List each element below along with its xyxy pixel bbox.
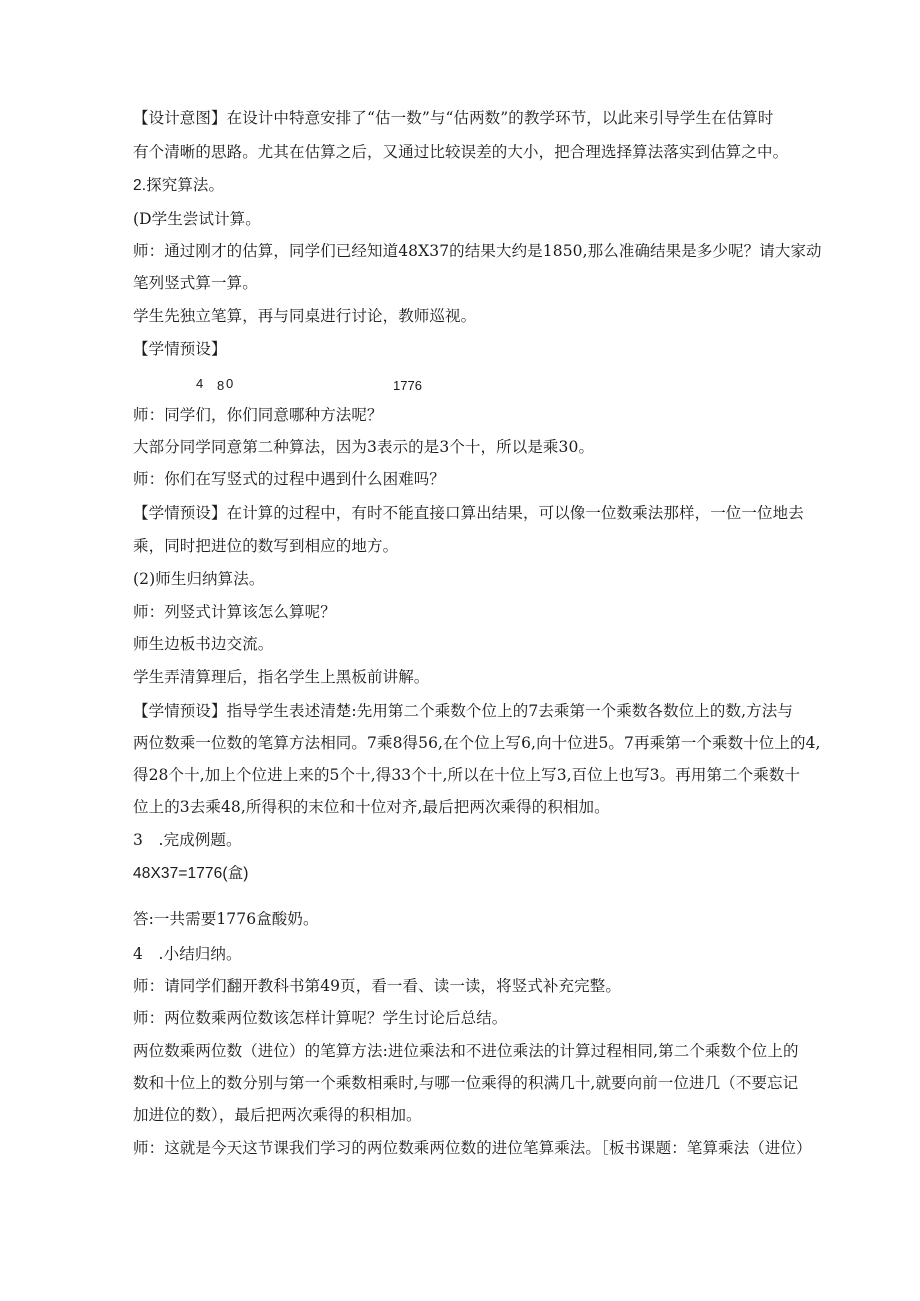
teacher-question-line-2: 笔列竖式算一算。 [133,274,258,292]
teacher-question-summary: 师：两位数乘两位数该怎样计算呢？学生讨论后总结。 [133,1009,508,1027]
board-exchange: 师生边板书边交流。 [133,635,274,653]
method-summary-line-2: 数和十位上的数分别与第一个乘数相乘时,与哪一位乘得的积满几十,就要向前一位进几（不要忘记 [133,1074,799,1092]
preset-heading: 【学情预设】 [133,340,227,358]
calc-carry-4: 4 [196,376,204,391]
method-summary-line-3: 加进位的数），最后把两次乘得的积相加。 [133,1106,422,1124]
section-heading-summary: 4 .小结归纳。 [133,945,242,963]
teacher-question-line-1: 师：通过刚才的估算，同学们已经知道48X37的结果大约是1850,那么准确结果是多少呢？请大家动 [133,242,822,260]
preset-explain-line-4: 位上的3去乘48,所得积的末位和十位对齐,最后把两次乘得的积相加。 [133,798,610,816]
closing-statement: 师：这就是今天这节课我们学习的两位数乘两位数的进位笔算乘法。［板书课题：笔算乘法（进位） [133,1139,812,1157]
calc-result: 1776 [393,378,422,393]
example-equation: 48X37=1776(盒) [133,865,249,882]
preset-difficulty-line-2: 乘，同时把进位的数写到相应的地方。 [133,537,399,555]
design-intent-line-2: 有个清晰的思路。尤其在估算之后，又通过比较误差的大小，把合理选择算法落实到估算之中。 [133,143,789,161]
student-explain: 学生弄清算理后，指名学生上黑板前讲解。 [133,668,430,686]
section-heading-explore: 2.探究算法。 [133,177,225,194]
student-activity: 学生先独立笔算，再与同桌进行讨论，教师巡视。 [133,307,477,325]
teacher-instruction-textbook: 师：请同学们翻开教科书第49页，看一看、读一读，将竖式补充完整。 [133,977,621,995]
example-answer: 答:一共需要1776盒酸奶。 [133,910,319,928]
preset-explain-line-3: 得28个十,加上个位进上来的5个十,得33个十,所以在十位上写3,百位上也写3。再用第二个乘数十 [133,766,801,784]
calc-digit-8: 8 [217,378,225,393]
teacher-question-method: 师：同学们，你们同意哪种方法呢？ [133,406,383,424]
majority-answer: 大部分同学同意第二种算法，因为3表示的是3个十，所以是乘30。 [133,438,595,456]
preset-explain-line-2: 两位数乘一位数的笔算方法相同。7乘8得56,在个位上写6,向十位进5。7再乘第一个乘数十位上的4, [133,734,821,752]
step-student-try: (D学生尝试计算。 [133,210,261,228]
calc-carry-0: 0 [226,376,234,391]
method-summary-line-1: 两位数乘两位数（进位）的笔算方法:进位乘法和不进位乘法的计算过程相同,第二个乘数个位上的 [133,1042,799,1060]
teacher-question-how: 师：列竖式计算该怎么算呢？ [133,603,336,621]
teacher-question-difficulty: 师：你们在写竖式的过程中遇到什么困难吗？ [133,470,446,488]
section-heading-complete-example: 3 .完成例题。 [133,831,242,849]
step-summarize-algorithm: (2)师生归纳算法。 [133,570,265,588]
preset-explain-line-1: 【学情预设】指导学生表述清楚:先用第二个乘数个位上的7去乘第一个乘数各数位上的数,方法与 [133,702,793,720]
design-intent-line-1: 【设计意图】在设计中特意安排了“估一数”与“估两数”的教学环节，以此来引导学生在估算时 [133,109,774,127]
preset-difficulty-line-1: 【学情预设】在计算的过程中，有时不能直接口算出结果，可以像一位数乘法那样，一位一位地去 [133,504,804,522]
